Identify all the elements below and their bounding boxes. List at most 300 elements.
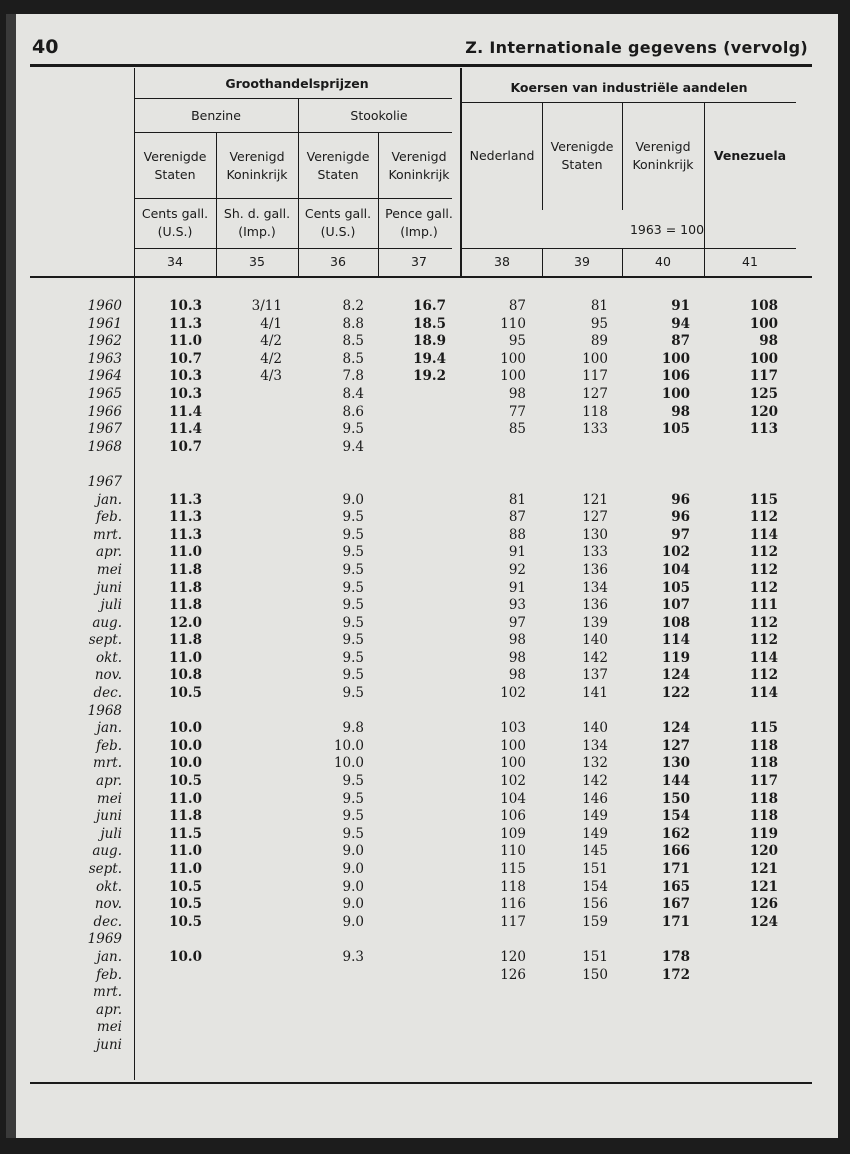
table-cell: 130 xyxy=(661,755,690,772)
table-cell: 11.3 xyxy=(169,491,202,508)
table-cell xyxy=(542,1002,608,1020)
table-cell: 9.4 xyxy=(342,438,364,455)
table-cell: 100 xyxy=(582,350,608,367)
table-cell xyxy=(378,843,446,861)
table-cell: 117 xyxy=(500,913,526,930)
row-label: nov. xyxy=(94,667,122,684)
table-cell: 91 xyxy=(508,544,526,561)
table-cell xyxy=(622,1019,690,1037)
table-cell xyxy=(216,509,282,527)
table-cell: 11.0 xyxy=(169,649,202,666)
table-cell xyxy=(298,1019,364,1037)
row-label: mrt. xyxy=(93,984,122,1001)
table-cell xyxy=(462,474,526,492)
table-cell: 149 xyxy=(582,808,608,825)
table-cell: 9.5 xyxy=(342,773,364,790)
col-number-35: 35 xyxy=(249,254,265,269)
table-cell: 11.8 xyxy=(169,632,202,649)
table-cell: 10.0 xyxy=(169,720,202,737)
table-cell xyxy=(704,967,778,985)
table-cell xyxy=(134,931,202,949)
table-cell xyxy=(378,1019,446,1037)
table-cell: 10.8 xyxy=(169,667,202,684)
table-cell xyxy=(378,439,446,457)
table-cell: 94 xyxy=(671,315,690,332)
table-cell: 102 xyxy=(500,685,526,702)
row-label xyxy=(36,456,122,474)
table-cell xyxy=(378,492,446,510)
table-cell: 98 xyxy=(759,333,778,350)
page-number: 40 xyxy=(32,36,59,58)
table-cell: 9.0 xyxy=(342,896,364,913)
table-cell xyxy=(378,755,446,773)
title-rule xyxy=(30,64,812,67)
table-cell: 10.5 xyxy=(169,896,202,913)
table-cell xyxy=(216,404,282,422)
table-cell: 9.5 xyxy=(342,667,364,684)
table-cell: 87 xyxy=(671,333,690,350)
table-cell: 126 xyxy=(749,896,778,913)
row-label: apr. xyxy=(96,1001,122,1018)
table-cell: 115 xyxy=(749,491,778,508)
table-cell: 134 xyxy=(582,737,608,754)
table-cell xyxy=(216,755,282,773)
table-cell: 108 xyxy=(661,614,690,631)
table-cell: 112 xyxy=(749,667,778,684)
row-label: jan. xyxy=(96,948,122,965)
table-cell xyxy=(216,808,282,826)
table-cell: 9.5 xyxy=(342,825,364,842)
table-cell: 100 xyxy=(749,315,778,332)
table-cell: 154 xyxy=(582,878,608,895)
table-cell: 112 xyxy=(749,509,778,526)
table-cell: 11.8 xyxy=(169,808,202,825)
table-cell: 11.8 xyxy=(169,597,202,614)
table-cell: 104 xyxy=(661,561,690,578)
table-cell: 116 xyxy=(500,896,526,913)
table-cell: 9.0 xyxy=(342,913,364,930)
table-cell: 114 xyxy=(749,526,778,543)
table-cell: 11.5 xyxy=(169,825,202,842)
table-cell xyxy=(622,931,690,949)
table-cell: 4/3 xyxy=(260,368,282,385)
row-label: nov. xyxy=(94,896,122,913)
table-cell xyxy=(704,1019,778,1037)
table-cell xyxy=(216,615,282,633)
table-cell xyxy=(216,843,282,861)
row-label: mrt. xyxy=(93,755,122,772)
table-cell xyxy=(622,474,690,492)
table-cell: 97 xyxy=(508,614,526,631)
table-cell: 16.7 xyxy=(413,298,446,314)
table-cell xyxy=(378,685,446,703)
table-cell: 9.5 xyxy=(342,614,364,631)
table-cell: 121 xyxy=(749,861,778,877)
table-cell: 172 xyxy=(661,966,690,983)
table-cell: 159 xyxy=(582,913,608,930)
table-cell: 8.8 xyxy=(342,315,364,332)
table-cell: 114 xyxy=(749,649,778,666)
header-col38-name: Nederland xyxy=(469,148,535,163)
table-cell: 118 xyxy=(749,737,778,754)
table-cell xyxy=(542,1037,608,1055)
table-cell xyxy=(134,1019,202,1037)
table-cell xyxy=(216,544,282,562)
table-cell: 124 xyxy=(661,667,690,684)
table-cell: 125 xyxy=(749,385,778,402)
table-cell: 8.2 xyxy=(342,298,364,314)
table-cell: 98 xyxy=(508,667,526,684)
row-label: 1966 xyxy=(87,403,122,420)
table-cell xyxy=(216,685,282,703)
table-cell: 118 xyxy=(582,403,608,420)
table-cell xyxy=(378,808,446,826)
table-cell xyxy=(216,967,282,985)
table-cell: 127 xyxy=(582,509,608,526)
table-cell: 9.5 xyxy=(342,790,364,807)
table-cell: 118 xyxy=(500,878,526,895)
col-number-39: 39 xyxy=(574,254,590,269)
table-cell: 11.0 xyxy=(169,544,202,561)
row-label: juni xyxy=(96,579,122,596)
table-cell: 140 xyxy=(582,632,608,649)
table-cell: 95 xyxy=(508,333,526,350)
table-cell: 127 xyxy=(582,385,608,402)
header-col40-name: Verenigd Koninkrijk xyxy=(632,139,694,172)
table-cell xyxy=(622,456,690,474)
table-cell: 134 xyxy=(582,579,608,596)
table-cell: 142 xyxy=(582,649,608,666)
header-col37-name: Verenigd Koninkrijk xyxy=(388,149,450,182)
column-41 xyxy=(704,298,778,1055)
table-cell: 9.5 xyxy=(342,544,364,561)
table-cell: 119 xyxy=(661,649,690,666)
table-cell: 9.5 xyxy=(342,685,364,702)
table-cell xyxy=(378,580,446,598)
row-label: 1962 xyxy=(87,333,122,350)
table-cell xyxy=(216,474,282,492)
table-cell: 100 xyxy=(500,755,526,772)
table-cell xyxy=(622,703,690,721)
table-cell: 98 xyxy=(508,385,526,402)
table-cell xyxy=(542,1019,608,1037)
table-cell xyxy=(704,703,778,721)
table-cell: 165 xyxy=(661,878,690,895)
row-label: 1964 xyxy=(87,368,122,385)
row-label: 1963 xyxy=(87,350,122,367)
table-cell xyxy=(378,421,446,439)
table-cell: 156 xyxy=(582,896,608,913)
table-cell xyxy=(216,562,282,580)
table-cell: 9.0 xyxy=(342,491,364,508)
table-cell: 100 xyxy=(749,350,778,367)
table-cell xyxy=(378,562,446,580)
table-cell: 8.6 xyxy=(342,403,364,420)
rule-group-headings xyxy=(134,98,452,99)
table-cell: 136 xyxy=(582,561,608,578)
col-number-34: 34 xyxy=(167,254,183,269)
table-cell: 178 xyxy=(661,948,690,965)
table-cell xyxy=(378,474,446,492)
header-col34-name: Verenigde Staten xyxy=(143,149,207,182)
table-cell: 9.3 xyxy=(342,948,364,965)
table-cell: 121 xyxy=(749,878,778,895)
header-col41-name: Venezuela xyxy=(713,148,787,163)
row-label: juli xyxy=(100,825,122,842)
table-cell xyxy=(216,1037,282,1055)
header-col39-name: Verenigde Staten xyxy=(550,139,614,172)
table-cell: 8.5 xyxy=(342,333,364,350)
row-label: okt. xyxy=(95,649,122,666)
header-wholesale: Groothandelsprijzen xyxy=(225,76,369,91)
row-label: aug. xyxy=(92,614,122,631)
table-cell xyxy=(622,984,690,1002)
table-cell xyxy=(298,474,364,492)
header-col37-unit: Pence gall. (Imp.) xyxy=(385,206,453,239)
table-cell: 166 xyxy=(661,843,690,860)
header-col35-unit: Sh. d. gall. (Imp.) xyxy=(223,206,291,239)
table-cell: 95 xyxy=(590,315,608,332)
table-cell xyxy=(378,914,446,932)
header-stookolie: Stookolie xyxy=(350,108,408,123)
table-cell xyxy=(622,1037,690,1055)
table-cell: 18.9 xyxy=(413,333,446,350)
table-cell xyxy=(378,1037,446,1055)
table-cell xyxy=(378,527,446,545)
table-cell xyxy=(216,826,282,844)
row-label: juni xyxy=(96,808,122,825)
table-cell: 171 xyxy=(661,913,690,930)
table-cell: 100 xyxy=(500,737,526,754)
table-cell: 137 xyxy=(582,667,608,684)
row-label: sept. xyxy=(88,632,122,649)
table-cell: 10.5 xyxy=(169,685,202,702)
table-cell: 126 xyxy=(500,966,526,983)
column-34 xyxy=(134,298,202,1055)
table-cell: 100 xyxy=(661,350,690,367)
table-cell: 111 xyxy=(749,597,778,614)
table-cell: 11.0 xyxy=(169,333,202,350)
rule-units xyxy=(134,248,452,249)
table-cell: 9.5 xyxy=(342,509,364,526)
row-label: juni xyxy=(96,1036,122,1053)
table-cell xyxy=(298,456,364,474)
row-label: mei xyxy=(96,790,122,807)
table-cell xyxy=(462,456,526,474)
table-cell: 9.0 xyxy=(342,843,364,860)
table-cell xyxy=(542,456,608,474)
table-cell: 102 xyxy=(661,544,690,561)
table-cell xyxy=(216,703,282,721)
col-number-37: 37 xyxy=(411,254,427,269)
table-cell: 11.3 xyxy=(169,509,202,526)
table-cell: 113 xyxy=(749,421,778,438)
table-cell: 87 xyxy=(508,298,526,314)
table-cell: 132 xyxy=(582,755,608,772)
table-cell: 98 xyxy=(671,403,690,420)
row-label: 1969 xyxy=(87,931,122,948)
table-cell: 4/2 xyxy=(260,350,282,367)
table-cell xyxy=(378,1002,446,1020)
table-cell: 11.3 xyxy=(169,526,202,543)
table-cell: 9.5 xyxy=(342,421,364,438)
table-cell: 11.8 xyxy=(169,561,202,578)
header-shares: Koersen van industriële aandelen xyxy=(510,80,748,95)
table-cell: 92 xyxy=(508,561,526,578)
table-cell xyxy=(216,1002,282,1020)
table-cell: 10.7 xyxy=(169,438,202,455)
row-label: 1968 xyxy=(87,702,122,719)
row-label: aug. xyxy=(92,843,122,860)
row-label: mei xyxy=(96,561,122,578)
table-cell xyxy=(216,650,282,668)
table-cell xyxy=(134,703,202,721)
table-cell: 11.4 xyxy=(169,421,202,438)
table-cell xyxy=(542,984,608,1002)
table-cell: 18.5 xyxy=(413,315,446,332)
header-col34-unit: Cents gall. (U.S.) xyxy=(141,206,209,239)
row-label: mrt. xyxy=(93,526,122,543)
table-cell xyxy=(216,580,282,598)
table-cell xyxy=(134,474,202,492)
table-cell xyxy=(378,791,446,809)
table-cell: 11.0 xyxy=(169,843,202,860)
table-cell: 96 xyxy=(671,509,690,526)
page-title: Z. Internationale gegevens (vervolg) xyxy=(465,38,808,57)
row-label: 1965 xyxy=(87,385,122,402)
table-cell: 89 xyxy=(590,333,608,350)
row-label: 1960 xyxy=(87,298,122,314)
table-cell xyxy=(216,861,282,879)
table-cell: 167 xyxy=(661,896,690,913)
table-cell: 102 xyxy=(500,773,526,790)
table-cell xyxy=(542,439,608,457)
table-cell: 124 xyxy=(661,720,690,737)
table-cell xyxy=(462,931,526,949)
table-cell xyxy=(134,984,202,1002)
table-cell: 93 xyxy=(508,597,526,614)
table-cell: 9.8 xyxy=(342,720,364,737)
table-cell: 115 xyxy=(500,861,526,877)
rule-fuel-headings xyxy=(134,132,452,133)
table-cell xyxy=(462,984,526,1002)
table-cell: 104 xyxy=(500,790,526,807)
bottom-rule xyxy=(30,1082,812,1084)
table-cell xyxy=(378,826,446,844)
table-cell xyxy=(216,738,282,756)
column-36 xyxy=(298,298,364,1055)
row-label: 1968 xyxy=(87,438,122,455)
table-cell: 88 xyxy=(508,526,526,543)
table-cell: 106 xyxy=(500,808,526,825)
table-cell: 91 xyxy=(508,579,526,596)
table-cell: 139 xyxy=(582,614,608,631)
table-cell: 120 xyxy=(749,843,778,860)
col-number-36: 36 xyxy=(330,254,346,269)
table-cell: 149 xyxy=(582,825,608,842)
header-col36-unit: Cents gall. (U.S.) xyxy=(304,206,372,239)
table-cell xyxy=(298,703,364,721)
table-cell: 118 xyxy=(749,808,778,825)
table-cell: 10.5 xyxy=(169,773,202,790)
table-cell xyxy=(378,650,446,668)
table-cell: 81 xyxy=(508,491,526,508)
table-cell xyxy=(216,492,282,510)
row-label: dec. xyxy=(93,685,122,702)
table-cell xyxy=(378,896,446,914)
table-cell xyxy=(378,861,446,879)
table-cell: 100 xyxy=(500,350,526,367)
row-label: apr. xyxy=(96,544,122,561)
row-label: jan. xyxy=(96,491,122,508)
row-labels xyxy=(36,298,122,1055)
table-cell: 87 xyxy=(508,509,526,526)
table-cell xyxy=(298,931,364,949)
table-cell xyxy=(378,667,446,685)
table-cell: 9.5 xyxy=(342,526,364,543)
col-number-38: 38 xyxy=(494,254,510,269)
table-cell xyxy=(378,544,446,562)
table-cell xyxy=(216,896,282,914)
table-cell: 10.5 xyxy=(169,878,202,895)
table-cell: 100 xyxy=(500,368,526,385)
table-cell: 119 xyxy=(749,825,778,842)
table-cell: 115 xyxy=(749,720,778,737)
table-cell: 10.3 xyxy=(169,385,202,402)
table-cell xyxy=(378,632,446,650)
table-cell: 120 xyxy=(500,948,526,965)
table-cell xyxy=(542,931,608,949)
table-cell xyxy=(298,984,364,1002)
column-35 xyxy=(216,298,282,1055)
table-cell: 117 xyxy=(582,368,608,385)
table-cell xyxy=(216,720,282,738)
table-cell: 10.3 xyxy=(169,298,202,314)
table-cell: 9.0 xyxy=(342,861,364,877)
table-cell: 85 xyxy=(508,421,526,438)
table-cell xyxy=(134,1002,202,1020)
table-cell: 151 xyxy=(582,948,608,965)
table-cell xyxy=(378,615,446,633)
table-cell xyxy=(216,914,282,932)
table-cell xyxy=(462,1037,526,1055)
table-cell: 105 xyxy=(661,421,690,438)
table-cell: 11.0 xyxy=(169,790,202,807)
table-cell xyxy=(462,1002,526,1020)
table-cell: 91 xyxy=(671,298,690,314)
table-cell xyxy=(216,456,282,474)
table-cell: 10.7 xyxy=(169,350,202,367)
table-cell: 11.8 xyxy=(169,579,202,596)
table-cell xyxy=(378,386,446,404)
table-cell xyxy=(378,931,446,949)
table-cell: 110 xyxy=(500,843,526,860)
table-cell xyxy=(378,984,446,1002)
table-cell: 136 xyxy=(582,597,608,614)
table-cell: 117 xyxy=(749,773,778,790)
table-cell: 103 xyxy=(500,720,526,737)
table-cell xyxy=(378,597,446,615)
table-cell xyxy=(216,931,282,949)
table-cell: 118 xyxy=(749,790,778,807)
table-cell: 3/11 xyxy=(251,298,282,314)
table-cell xyxy=(216,791,282,809)
row-label: jan. xyxy=(96,720,122,737)
table-cell: 133 xyxy=(582,421,608,438)
table-cell: 10.0 xyxy=(333,737,364,754)
table-cell xyxy=(542,703,608,721)
header-col36-name: Verenigde Staten xyxy=(306,149,370,182)
